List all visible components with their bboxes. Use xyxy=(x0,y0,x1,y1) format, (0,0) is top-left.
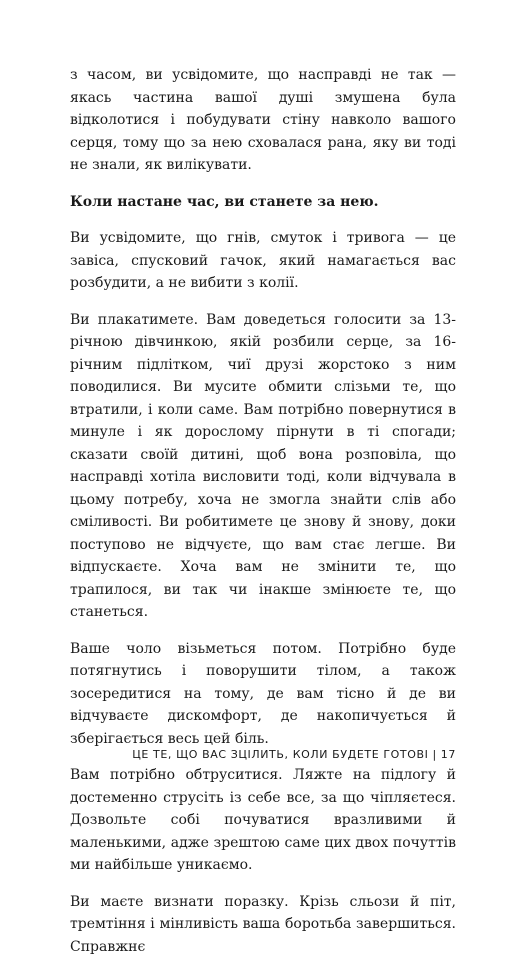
running-footer xyxy=(70,748,456,761)
paragraph-4: Ви плакатимете. Вам доведеться голосити за 13-річною дівчинкою, якій розбили серце, за 16-річним підлітком, чиї друзі жорстоко з ним поводилися. Ви мусите обмити слізьми те, що втратили, і коли саме. Вам потрібно повернутися в минуле і як дорослому пірнути в ті спогади; сказати своїй дитині, щоб вона розповіла, що насправді хотіла висловити тоді, коли відчувала в цьому потребу, хоча не змогла знайти слів або сміливості. Ви робитимете це знову й знову, доки поступово не відчуєте, що вам стає легше. Ви відпускаєте. Хоча вам не змінити те, що трапилося, ви так чи інакше змінюєте те, що станеться. xyxy=(70,311,456,620)
paragraph-7: Ви маєте визнати поразку. Крізь сльози й піт, тремтіння і мінливість ваша боротьба завершиться. Справжнє xyxy=(70,893,456,955)
page-body xyxy=(70,64,456,972)
page-number: 17 xyxy=(440,748,456,761)
paragraph-6: Вам потрібно обтруситися. Ляжте на підлогу й достеменно струсіть із себе все, за що чіпляєтеся. Дозвольте собі почуватися вразливими й маленькими, адже зрештою саме цих двох почуттів ми найбільше уникаємо. xyxy=(70,767,456,873)
footer-separator: | xyxy=(432,748,437,761)
paragraph-1: з часом, ви усвідомите, що насправді не так — якась частина вашої душі змушена була відколотися і побудувати стіну навколо вашого серця, тому що за нею сховалася рана, яку ви тоді не знали, як вилікувати. xyxy=(70,67,456,173)
running-title: ЦЕ ТЕ, ЩО ВАС ЗЦІЛИТЬ, КОЛИ БУДЕТЕ ГОТОВІ xyxy=(132,748,429,761)
bold-statement: Коли настане час, ви станете за нею. xyxy=(70,193,379,210)
paragraph-3: Ви усвідомите, що гнів, смуток і тривога — це завіса, спусковий гачок, який намагається вас розбудити, а не вибити з колії. xyxy=(70,230,456,291)
paragraph-5: Ваше чоло візьметься потом. Потрібно буде потягнутись і поворушити тілом, а також зосередитися на тому, де вам тісно й де ви відчуваєте дискомфорт, де накопичується й зберігається весь цей біль. xyxy=(70,640,456,747)
